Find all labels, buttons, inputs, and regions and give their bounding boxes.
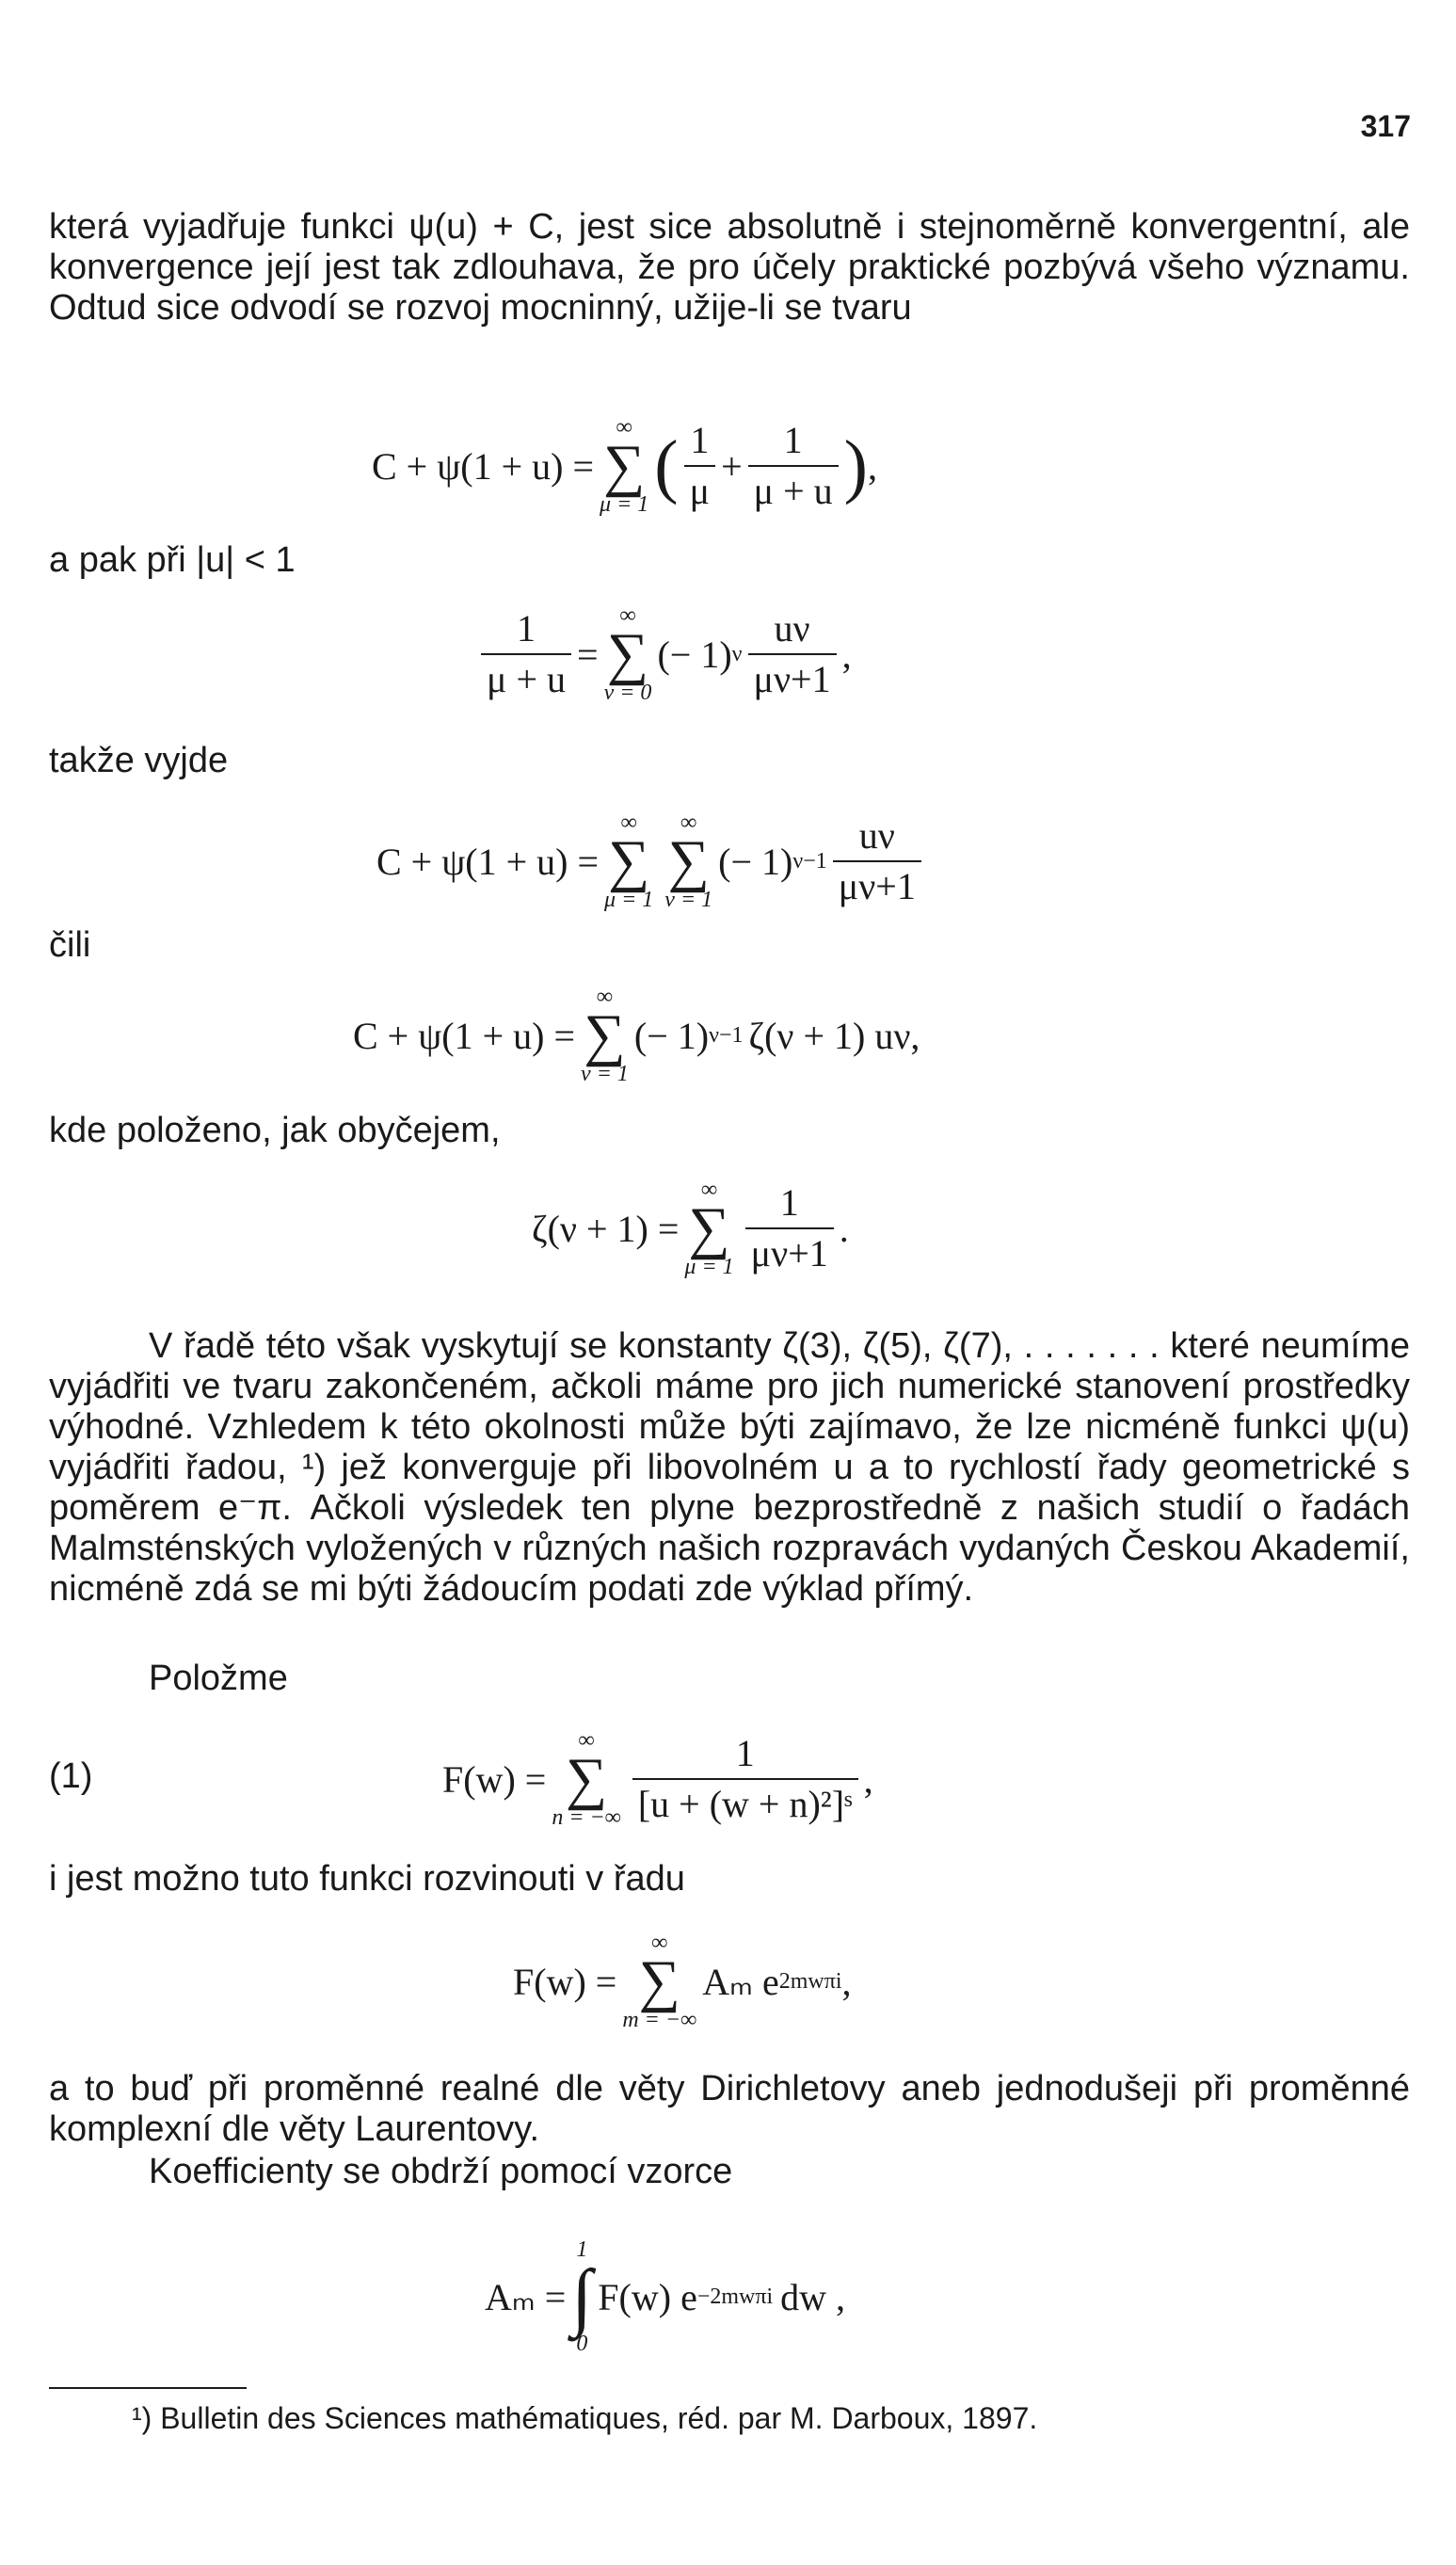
paragraph-rozvinouti: i jest možno tuto funkci rozvinouti v řadu (49, 1859, 685, 1899)
eq6-tail: , (863, 1757, 873, 1801)
eq1-fraction-1 (684, 419, 715, 513)
eq6-frac-den: [u + (w + n)²]ˢ (632, 1778, 858, 1826)
summation-icon: ∑ (584, 1002, 626, 1067)
eq4-term-exp: ν−1 (709, 1022, 744, 1048)
equation-1 (372, 386, 877, 546)
eq2-frac-num: uν (774, 607, 810, 649)
eq3-term-exp: ν−1 (792, 848, 827, 874)
eq2-eq: = (577, 633, 599, 676)
eq4-sum (581, 986, 629, 1086)
eq4-sum-upper: ∞ (596, 984, 614, 1009)
eq6-sum (552, 1729, 621, 1830)
eq1-sum-upper: ∞ (616, 414, 632, 440)
eq2-tail: , (841, 633, 852, 676)
eq3-fraction (833, 814, 921, 908)
eq5-sum-lower: μ = 1 (684, 1255, 734, 1280)
eq2-fraction-rhs (748, 607, 837, 701)
eq6-lhs: F(w) = (442, 1757, 547, 1801)
eq1-frac2-num: 1 (783, 419, 803, 461)
eq1-fraction-2 (748, 419, 839, 513)
eq5-sum-upper: ∞ (700, 1177, 718, 1202)
equation-7 (513, 1911, 852, 2052)
eq6-sum-lower: n = −∞ (552, 1805, 621, 1831)
page-number: 317 (1360, 109, 1411, 143)
summation-icon: ∑ (688, 1195, 730, 1260)
left-paren-icon: ( (654, 426, 679, 505)
eq3-sum1-lower: μ = 1 (604, 888, 654, 913)
eq1-sum (600, 416, 648, 517)
eq4-lhs: C + ψ(1 + u) = (353, 1014, 576, 1057)
eq8-exp: −2mwπi (696, 2284, 774, 2309)
eq4-term: (− 1) (633, 1014, 710, 1057)
eq5-fraction (745, 1181, 834, 1275)
equation-8 (485, 2217, 845, 2377)
paragraph-intro: která vyjadřuje funkci ψ(u) + C, jest sice absolutně i stejnoměrně konvergentní, ale konvergence její jest tak zdlouhava, že pro účely praktické pozbývá všeho významu. Odtud sice odvodí se rozvoj mocninný, užije-li se tvaru (49, 207, 1410, 328)
eq3-term: (− 1) (718, 840, 793, 883)
eq3-sum-2 (664, 811, 712, 912)
eq1-frac1-den: μ (684, 465, 715, 513)
eq3-sum1-upper: ∞ (620, 810, 637, 835)
eq8-int-lower: 0 (576, 2332, 588, 2356)
equation-6 (442, 1708, 873, 1850)
eq7-sum (622, 1932, 696, 2032)
label-cili: čili (49, 925, 91, 965)
eq2-sum (604, 604, 652, 705)
eq7-lhs: F(w) = (513, 1960, 617, 2003)
integral-icon: ∫ (571, 2255, 593, 2338)
eq3-lhs: C + ψ(1 + u) = (376, 840, 600, 883)
eq2-num: 1 (517, 607, 536, 649)
eq7-sum-lower: m = −∞ (622, 2008, 697, 2033)
eq3-frac-den: μν+1 (833, 860, 921, 908)
eq8-int-upper: 1 (576, 2237, 588, 2262)
equation-4 (353, 965, 920, 1106)
eq2-sum-upper: ∞ (619, 602, 636, 628)
eq1-frac2-den: μ + u (748, 465, 839, 513)
equation-3 (376, 791, 927, 932)
summation-icon: ∑ (606, 621, 649, 686)
summation-icon: ∑ (603, 433, 646, 498)
paragraph-koefficienty: Koefficienty se obdrží pomocí vzorce (149, 2152, 733, 2191)
eq6-sum-upper: ∞ (578, 1727, 595, 1753)
eq8-term: F(w) e (598, 2275, 697, 2318)
label-takze: takže vyjde (49, 741, 229, 780)
eq1-plus: + (721, 444, 743, 488)
eq5-sum (684, 1178, 733, 1279)
eq4-rest: ζ(ν + 1) uν, (748, 1014, 920, 1057)
eq2-sum-lower: ν = 0 (603, 681, 652, 706)
eq3-sum-1 (604, 811, 653, 912)
eq7-sum-upper: ∞ (651, 1930, 668, 1955)
eq2-term: (− 1) (657, 633, 732, 676)
eq8-integral (571, 2238, 592, 2355)
eq8-lhs: Aₘ = (485, 2275, 567, 2318)
eq3-sum2-upper: ∞ (680, 810, 697, 835)
paragraph-polozme: Položme (149, 1659, 288, 1698)
eq7-tail: , (841, 1960, 852, 2003)
summation-icon: ∑ (638, 1948, 680, 2013)
eq7-exp: 2mwπi (778, 1968, 842, 1994)
eq5-frac-den: μν+1 (745, 1227, 834, 1275)
eq6-frac-num: 1 (735, 1732, 755, 1774)
eq1-tail: , (867, 444, 877, 488)
eq5-frac-num: 1 (779, 1181, 799, 1224)
summation-icon: ∑ (565, 1746, 608, 1811)
equation-5 (532, 1158, 849, 1299)
footnote: ¹) Bulletin des Sciences mathématiques, réd. par M. Darboux, 1897. (132, 2401, 1038, 2435)
eq1-frac1-num: 1 (690, 419, 710, 461)
summation-icon: ∑ (667, 828, 710, 893)
eq8-tail: dw , (780, 2275, 846, 2318)
footnote-rule (49, 2387, 247, 2389)
eq1-sum-lower: μ = 1 (600, 492, 649, 518)
eq7-term: Aₘ e (702, 1960, 779, 2003)
eq5-tail: . (839, 1207, 849, 1250)
summation-icon: ∑ (608, 828, 650, 893)
eq5-lhs: ζ(ν + 1) = (532, 1207, 680, 1250)
eq2-fraction-lhs (481, 607, 571, 701)
eq6-fraction (632, 1732, 858, 1826)
eq3-frac-num: uν (858, 814, 895, 857)
right-paren-icon: ) (843, 426, 868, 505)
eq3-sum2-lower: ν = 1 (664, 888, 713, 913)
eq2-term-exp: ν (731, 641, 743, 666)
eq2-frac-den: μν+1 (748, 653, 837, 701)
eq4-sum-lower: ν = 1 (581, 1062, 629, 1087)
equation-2 (475, 584, 852, 725)
equation-6-number: (1) (49, 1756, 93, 1796)
paragraph-constants: V řadě této však vyskytují se konstanty ζ(3), ζ(5), ζ(7), . . . . . . . které neumíme vyjádřiti ve tvaru zakončeném, ačkoli máme pro jich numerické stanovení prostředky výhodné. Vzhledem k této okolnosti může býti zajímavo, že lze nicméně funkci ψ(u) vyjádřiti řadou, ¹) jež konverguje při libovolném u a to rychlostí řady geometrické s poměrem e⁻π. Ačkoli výsledek ten plyne bezprostředně z našich studií o řadách Malmsténských vyložených v různých našich rozpravách vydaných Českou Akademií, nicméně zdá se mi býti žádoucím podati zde výklad přímý. (49, 1326, 1410, 1609)
eq2-den: μ + u (481, 653, 571, 701)
paragraph-dirichlet: a to buď při proměnné realné dle věty Dirichletovy aneb jednodušeji při proměnné komplexní dle věty Laurentovy. (49, 2069, 1410, 2149)
label-kde: kde položeno, jak obyčejem, (49, 1111, 501, 1150)
eq1-lhs: C + ψ(1 + u) = (372, 444, 595, 488)
label-condition: a pak při |u| < 1 (49, 540, 296, 580)
